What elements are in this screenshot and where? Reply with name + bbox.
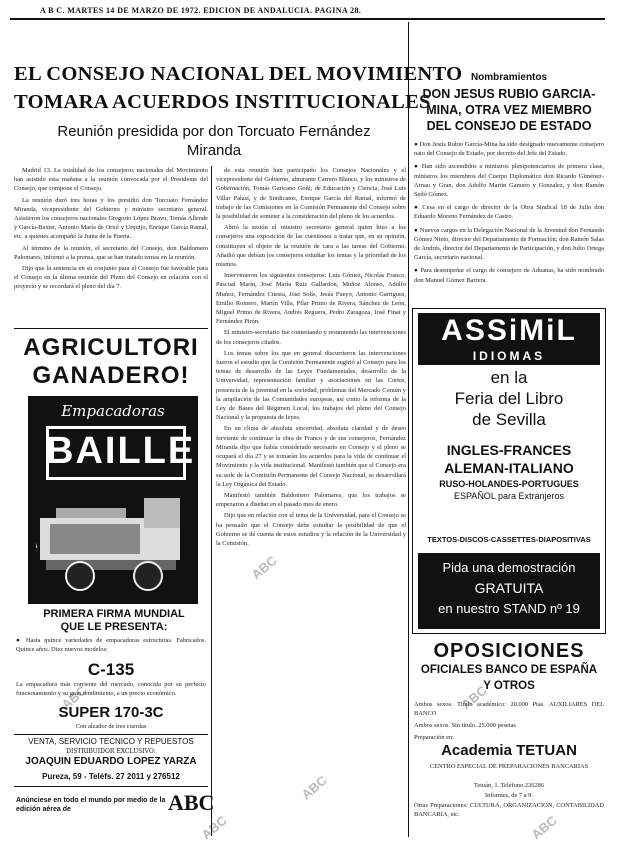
oposiciones-prep: Preparación en: (414, 734, 454, 741)
abc-logo: ABC (168, 790, 215, 815)
academy-courses: Otras Preparaciones: CULTURA, ORGANIZACION, CONTABILIDAD BANCARIA, etc. (414, 802, 604, 819)
appointments-list (414, 140, 604, 305)
baler-product-image (28, 396, 198, 604)
oposiciones-title: OPOSICIONES (433, 640, 585, 662)
assimil-lang-4: ESPAÑOL para Extranjeros (453, 491, 565, 501)
ad-bullet-copy: Hasta quince variedades de empacadoras estructuras. Fabricados. Quince años. Diez nuevos modelos: (16, 637, 207, 654)
column-divider (408, 22, 409, 837)
model-2-name: SUPER 170-3C (58, 704, 164, 721)
assimil-promo-1: Pida una demostración (442, 560, 576, 575)
oposiciones-detail-1: Ambos sexos. Título académico: 20.000 Ptas. AUXILIARES DEL BANCO (414, 701, 604, 718)
list-item-text: Nuevos cargos en la Delegación Nacional de la Juventud don Fernando Gómez Nieto, director del Departamento de Formación; don Ramón Salas de Andrés, director del Departamento de Participación, y don Julio Ortega García, secretario nacional. (414, 226, 604, 262)
ad-title-line-1: AGRICULTORI (23, 334, 199, 361)
abc-ad-text: Anúnciese en todo el mundo por medio de la edición aérea de (16, 797, 166, 813)
list-item: ● Nuevos cargos en la Delegación Nacional de la Juventud don Fernando Gómez Nieto, director del Departamento de Formación; don Ramón Salas de Andrés, director del Departamento de Participación, y don Julio Ortega García, secretario nacional. (414, 226, 604, 262)
assimil-promo-2: GRATUITA (474, 580, 544, 596)
baler-machine-illustration (36, 488, 190, 596)
model-2-desc: Con alzador de tres cuerdas (75, 723, 147, 730)
ad-top-rule (14, 328, 208, 329)
watermark: ABC (298, 772, 330, 803)
article-paragraph: Dijo que la sentencia en su conjunto para el Consejo fue favorable para el Consejo en la última reunión del Pleno del Consejo en relación con el proyecto y se recordará el pleno del día 7. (14, 265, 208, 291)
ad-script-banner: Empacadoras (61, 402, 165, 420)
oposiciones-detail-2: Ambos sexos. Sin título. 25.000 pesetas (414, 722, 516, 729)
ad-inner-rule (14, 734, 208, 735)
list-item-text: Han sido ascendidos a ministros plenipotenciarios de primera clase, ministros los miembros del Cuerpo Diplomático don Ricardo Giménez-Arnau y Gran, don Adolfo Martín Gamero y Gonzalez, y don Ramón Sedó Gómez. (414, 163, 604, 199)
academy-hours: Informes, de 7 a 9. (485, 792, 533, 799)
academy-center: CENTRO ESPECIAL DE PREPARACIONES BANCARIAS (429, 763, 589, 770)
distributor-address: Pureza, 59 - Teléfs. 27 2011 y 276512 (42, 772, 180, 781)
ad-title-line-2: GANADERO! (32, 362, 190, 389)
ad-claim-line-2: QUE LE PRESENTA: (60, 621, 168, 633)
list-item-text: Don Jesús Rubio García-Mina ha sido designado nuevamente consejero nato del Consejo de Estado, por decreto del Jefe del Estado. (414, 141, 604, 158)
assimil-line-3: de Sevilla (472, 410, 546, 429)
watermark: ABC (458, 682, 490, 713)
assimil-promo-3: en nuestro STAND nº 19 (438, 601, 580, 616)
watermark: ABC (198, 812, 230, 843)
list-item-text: Para desempeñar el cargo de consejero de Aduanas, ha sido nombrado don Manuel Gómez Barrera. (414, 267, 604, 284)
distributor-name: JOAQUIN EDUARDO LOPEZ YARZA (25, 756, 197, 767)
article-paragraph: de esta reunión han participado los Consejos Nacionales y el vicepresidente del Gobierno, almirante Carrero Blanco, y los ministros de Gobernación, Tomás Garicano Goñi; de Educación y Ciencia, José Luis Villar Palasí, y de Sindicatos, Enrique García del Ramal, informó de trabajo de las Comisiones en la Comisión Permanente del Consejo sobre la posibilidad de someter a la consideración del pleno de los acuerdos. (216, 167, 406, 221)
article-column-2 (216, 166, 406, 832)
page-header: A B C. MARTES 14 DE MARZO DE 1972. EDICION DE ANDALUCIA. PAGINA 28. (40, 6, 362, 15)
oposiciones-line-2: OFICIALES BANCO DE ESPAÑA (420, 664, 598, 676)
list-item-text: Cesa en el cargo de director de la Obra Sindical 18 de Julio don Eduardo Moreno Fernández de Castro. (414, 204, 604, 221)
academy-address: Tetuán, 1. Teléfono 226286 (473, 782, 545, 789)
model-1-name: C-135 (87, 660, 135, 679)
article-paragraph: Madrid 13. La totalidad de los consejeros nacionales del Movimiento han asistido esta mañana a la reunión convocada por el Presidente del Consejo, que compone el Consejo. (14, 167, 208, 193)
assimil-line-2: Feria del Libro (454, 389, 564, 408)
brand-name: BAILLE (46, 430, 196, 472)
headline-line-2: TOMARA ACUERDOS INSTITUCIONALES (14, 91, 431, 113)
distributor-label: DISTRIBUIDOR EXCLUSIVO: (66, 748, 156, 755)
ad-bottom-rule (14, 786, 208, 787)
headline-line-1: EL CONSEJO NACIONAL DEL MOVIMIENTO (14, 63, 463, 85)
ad-claim-line-1: PRIMERA FIRMA MUNDIAL (43, 608, 185, 620)
watermark: ABC (58, 682, 90, 713)
header-rule (10, 18, 605, 20)
assimil-brand: ASSiMiL (418, 313, 600, 349)
list-item: ● Han sido ascendidos a ministros plenipotenciarios de primera clase, ministros los miembros del Cuerpo Diplomático don Ricardo Giménez-Arnau y Gran, don Adolfo Martín Gamero y Gonzalez, y don Ramón Sedó Gómez. (414, 163, 604, 199)
list-item: ● Para desempeñar el cargo de consejero de Aduanas, ha sido nombrado don Manuel Gómez Barrera. (414, 267, 604, 284)
article-subhead: Reunión presidida por don Torcuato Fernández Miranda (57, 123, 371, 159)
assimil-lang-1: INGLES-FRANCES (446, 442, 572, 458)
bullet-icon: ● (16, 637, 26, 644)
assimil-lang-2: ALEMAN-ITALIANO (444, 460, 574, 476)
assimil-sub: IDIOMAS (418, 349, 600, 365)
oposiciones-line-3: Y OTROS (483, 680, 535, 692)
right-headline: DON JESUS RUBIO GARCIA-MINA, OTRA VEZ MIEMBRO DEL CONSEJO DE ESTADO (422, 87, 596, 133)
article-paragraph: Dijo que en relación con el tema de la Universidad, para el Consejo se ha pensado que el Consejo debe estudiar la posibilidad de que el Gobierno se dé cuenta de estos estudios y la relación de la Universidad y la Comisión. (216, 512, 406, 547)
article-paragraph: Intervinieron los siguientes consejeros: Luis Gómez, Nicolás Franco, Pascual Marín, José María Ruiz Gallardón, Muñoz Alonso, Adolfo Muñoz, Fernández Cuesta, José Solís, Jesús Fueyo, Antonio Garrigues, Emilio Romero, Martín Villa, Pilar Primo de Rivera, Sánchez de León, Miguel Primo de Rivera, Andrés Reguera, Pedro Zaragoza, José Finat y Fernández Pirón. (216, 272, 406, 326)
ad-bullet-text (16, 636, 206, 654)
article-paragraph: La reunión duró tres horas y los presidió don Torcuato Fernández Miranda, vicepresidente del Gobierno y ministro secretario general. Asistieron los consejeros nacionales Gregorio López Bravo, Tomás Allende y García-Baxter, Antonio María de Oriol y Urquijo, Enrique García Ramal, etc. a quienes acompañó la Junta de la Puerta. (14, 196, 208, 241)
watermark: ABC (528, 812, 560, 843)
list-item: ● Don Jesús Rubio García-Mina ha sido designado nuevamente consejero nato del Consejo de Estado, por decreto del Jefe del Estado. (414, 141, 604, 158)
service-line: VENTA, SERVICIO TECNICO Y REPUESTOS (28, 737, 194, 746)
assimil-line-1: en la (490, 368, 528, 387)
assimil-media: TEXTOS-DISCOS-CASSETTES-DIAPOSITIVAS (427, 535, 591, 544)
article-paragraph: El ministro-secretario fue contestando y resumiendo las intervenciones de los consejeros citados. (216, 329, 406, 346)
article-paragraph: Manifestó también Baldomero Palomares, que los trabajos se empezaron a diseñar en el pasado mes de enero. (216, 491, 406, 509)
article-column-1 (14, 166, 208, 324)
model-1-desc: La empacadora más corriente del mercado, conocida por su perfecto funcionamiento y su gran rendimiento, a un precio económico. (16, 681, 206, 698)
watermark: ABC (248, 552, 280, 583)
agricultori-ad (14, 330, 208, 770)
section-title: Nombramientos (470, 72, 548, 83)
assimil-lang-3: RUSO-HOLANDES-PORTUGUES (439, 479, 579, 489)
article-paragraph: Abrió la sesión el ministro secretario general quien hizo a los consejeros una exposición de las cuestiones a tratar que, en su opinión, constituyen el objeto de la reunión de cara a las tareas del Gobierno. Añadió que debían los consejeros estudiar los temas y la prioridad de los mismos. (216, 224, 406, 269)
article-paragraph: Los temas sobre los que en general discurrieron las intervenciones fueron el estudio que la Comisión Permanente sugirió al Consejo para los temas de desarrollo de las Leyes Fundamentales, desarrollo de la Universidad, representación familiar y asociaciones en las Cortes, presencia de la juventud en la sociedad, problemas del Mercado Común y la ampliación de las Comunidades europeas, así como la reforma de la Ley de Bases del Régimen Local, los trabajos del pleno del Consejo Nacional y la propuesta de leyes. (216, 349, 406, 422)
academy-name: Academia TETUAN (441, 742, 577, 759)
column-divider (211, 166, 212, 836)
article-paragraph: En un clima de absoluta sinceridad, absoluta claridad y de deseo ferviente de continuar la obra de Franco y de sus consejeros, Fernández Miranda dijo que había considerado necesario en Consejo y el pleno se ocupará el día 27 y se tomarán los acuerdos para la vida de continuar el Movimiento y la vida institucional. Manifestó también que el Consejo era su sede de la Comisión Permanente del Consejo Nacional, se desarrollará la Ley Orgánica del Estado. (216, 425, 406, 488)
list-item: ● Cesa en el cargo de director de la Obra Sindical 18 de Julio don Eduardo Moreno Fernández de Castro. (414, 204, 604, 221)
article-paragraph: Al término de la reunión, el secretario del Consejo, don Baldomero Palomares, informó a la prensa, que se han tratado temas en la reunión. (14, 244, 208, 261)
